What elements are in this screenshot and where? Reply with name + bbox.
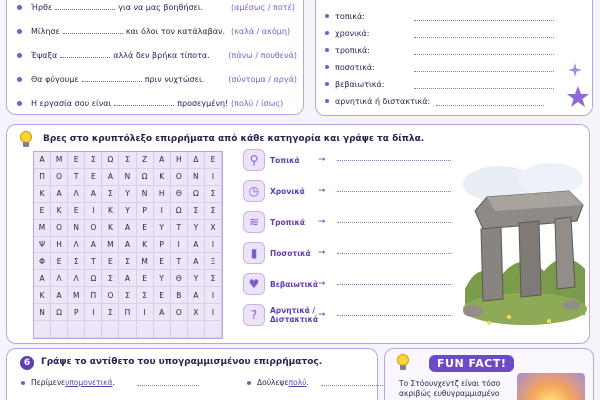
answer-line[interactable] [414, 20, 554, 21]
clock-icon: ◷ [243, 180, 265, 202]
category-label: χρονικά: [335, 28, 370, 38]
grid-cell[interactable]: Ε [154, 253, 171, 270]
grid-cell[interactable]: Ω [51, 304, 68, 321]
grid-cell[interactable]: Ν [119, 169, 136, 186]
grid-cell[interactable]: Π [85, 287, 102, 304]
grid-cell[interactable]: Υ [188, 270, 205, 287]
answer-blank[interactable] [114, 99, 174, 106]
grid-cell[interactable]: Η [171, 152, 188, 169]
grid-cell[interactable]: Ρ [137, 203, 154, 220]
grid-cell[interactable]: Ε [154, 287, 171, 304]
grid-cell[interactable]: Χ [188, 304, 205, 321]
grid-cell[interactable]: Ι [154, 203, 171, 220]
bullet [17, 77, 22, 82]
grid-cell[interactable]: Σ [137, 287, 154, 304]
grid-cell[interactable]: Ε [137, 220, 154, 237]
category-row [325, 26, 369, 40]
fill-in-row [17, 47, 297, 63]
grid-cell[interactable]: Σ [119, 152, 136, 169]
bullet [17, 5, 22, 10]
grid-cell[interactable]: Υ [119, 203, 136, 220]
grid-cell[interactable]: Ψ [34, 237, 51, 254]
grid-cell[interactable]: Σ [102, 186, 119, 203]
fill-in-row [17, 0, 297, 15]
grid-cell[interactable]: Σ [119, 253, 136, 270]
grid-cell[interactable]: Ν [188, 169, 205, 186]
grid-cell[interactable]: Τ [85, 253, 102, 270]
word-category-row [243, 240, 451, 266]
grid-cell[interactable] [119, 321, 136, 338]
grid-cell[interactable]: Σ [205, 186, 222, 203]
grid-cell[interactable]: Α [188, 287, 205, 304]
fill-in-sentence: Ήρθε για να μας βοηθήσει. [31, 2, 204, 12]
grid-cell[interactable]: Ζ [137, 152, 154, 169]
answer-blank[interactable] [82, 75, 142, 82]
word-category-row [243, 178, 451, 204]
arrow-right-icon: ➞ [318, 217, 326, 227]
word-category-label: Τοπικά [270, 155, 300, 165]
arrow-right-icon: ➞ [318, 155, 326, 165]
grid-cell[interactable]: Τ [68, 169, 85, 186]
grid-cell[interactable] [68, 321, 85, 338]
grid-cell[interactable]: Θ [171, 270, 188, 287]
category-label: τοπικά: [335, 11, 365, 21]
answer-line[interactable] [337, 315, 451, 316]
grid-cell[interactable]: Σ [85, 152, 102, 169]
grid-cell[interactable]: Ε [102, 253, 119, 270]
fill-in-options: (καλά / ακόμη) [231, 26, 291, 36]
bullet [325, 65, 329, 69]
question-icon: ? [243, 304, 265, 326]
grid-cell[interactable]: Ν [68, 220, 85, 237]
word-search-instruction: Βρες στο κρυπτόλεξο επιρρήματα από κάθε κατηγορία και γράψε τα δίπλα. [43, 134, 425, 144]
grid-cell[interactable]: Φ [34, 253, 51, 270]
answer-blank[interactable] [55, 3, 115, 10]
grid-cell[interactable]: Κ [137, 237, 154, 254]
grid-cell[interactable]: Ι [205, 237, 222, 254]
grid-cell[interactable]: Α [154, 304, 171, 321]
category-row [325, 9, 365, 23]
answer-line[interactable] [337, 253, 451, 254]
grid-cell[interactable]: Ε [51, 253, 68, 270]
grid-cell[interactable] [85, 321, 102, 338]
grid-cell[interactable]: Ν [34, 304, 51, 321]
grid-cell[interactable]: Λ [68, 270, 85, 287]
word-search-header [17, 129, 424, 149]
answer-line[interactable] [337, 191, 451, 192]
answer-line[interactable] [414, 71, 554, 72]
grid-cell[interactable]: Α [188, 253, 205, 270]
word-category-label: Βεβαιωτικά [270, 279, 319, 289]
grid-cell[interactable]: Α [34, 152, 51, 169]
grid-cell[interactable]: Κ [102, 203, 119, 220]
fill-in-options: (αμέσως / ποτέ) [231, 2, 296, 12]
grid-cell[interactable]: Σ [68, 253, 85, 270]
grid-cell[interactable]: Π [34, 169, 51, 186]
grid-cell[interactable]: Δ [188, 152, 205, 169]
fill-in-row [17, 95, 297, 111]
grid-cell[interactable]: Σ [205, 203, 222, 220]
grid-cell[interactable]: Τ [171, 220, 188, 237]
grid-cell[interactable] [34, 321, 51, 338]
answer-line[interactable] [337, 284, 451, 285]
word-category-label: Χρονικά [270, 186, 305, 196]
grid-cell[interactable]: Α [188, 237, 205, 254]
grid-cell[interactable]: Σ [119, 287, 136, 304]
word-category-label: Αρνητικά / Διστακτικά [270, 306, 319, 324]
fun-fact-panel [384, 348, 594, 400]
bullet [325, 14, 329, 18]
grid-cell[interactable]: Ο [51, 169, 68, 186]
answer-line[interactable] [414, 37, 554, 38]
grid-cell[interactable]: Κ [34, 186, 51, 203]
fun-fact-text: Το Στόουνχεντζ είναι τόσο ακριβώς ευθυγραμμισμένο [399, 379, 501, 398]
grid-cell[interactable]: Ε [137, 270, 154, 287]
grid-cell[interactable] [205, 321, 222, 338]
word-category-row [243, 209, 451, 235]
antonyms-exercise-panel [6, 348, 378, 400]
grid-cell[interactable]: Ν [137, 186, 154, 203]
grid-cell[interactable]: Ι [85, 203, 102, 220]
grid-cell[interactable]: Μ [34, 220, 51, 237]
fill-in-sentence: Θα φύγουμε πριν νυχτώσει. [31, 74, 205, 84]
grid-cell[interactable]: Ι [205, 304, 222, 321]
star-icon [566, 85, 590, 109]
arrow-right-icon: ➞ [318, 279, 326, 289]
grid-cell[interactable]: Σ [188, 203, 205, 220]
dolmen-illustration [459, 139, 589, 339]
grid-cell[interactable]: Ι [205, 287, 222, 304]
word-category-row [243, 271, 451, 297]
category-row [325, 60, 375, 74]
grid-cell[interactable]: Υ [188, 220, 205, 237]
grid-cell[interactable]: Α [85, 237, 102, 254]
grid-cell[interactable]: Α [51, 186, 68, 203]
grid-cell[interactable]: Ι [137, 304, 154, 321]
grid-cell[interactable]: Η [51, 237, 68, 254]
grid-cell[interactable]: Ρ [68, 304, 85, 321]
answer-line[interactable] [436, 105, 544, 106]
fill-in-row [17, 71, 297, 87]
category-label: βεβαιωτικά: [335, 79, 385, 89]
grid-cell[interactable] [171, 321, 188, 338]
grid-cell[interactable]: Ο [171, 304, 188, 321]
fun-fact-badge: FUN FACT! [429, 355, 514, 372]
grid-cell[interactable] [51, 321, 68, 338]
grid-cell[interactable]: Ο [171, 169, 188, 186]
grid-cell[interactable]: Α [85, 186, 102, 203]
grid-cell[interactable]: Ι [85, 304, 102, 321]
fill-in-row [17, 23, 297, 39]
word-category-label: Ποσοτικά [270, 248, 311, 258]
grid-cell[interactable]: Ε [85, 169, 102, 186]
grid-cell[interactable]: Υ [119, 186, 136, 203]
grid-cell[interactable]: Β [171, 287, 188, 304]
answer-line[interactable] [414, 88, 554, 89]
bullet [325, 48, 329, 52]
answer-blank[interactable] [137, 380, 199, 386]
bullet [17, 29, 22, 34]
fill-in-exercise-panel [6, 0, 304, 115]
grid-cell[interactable]: Ω [85, 270, 102, 287]
grid-cell[interactable]: Η [154, 186, 171, 203]
grid-cell[interactable]: Τ [171, 253, 188, 270]
category-row [325, 77, 384, 91]
grid-cell[interactable]: Κ [154, 169, 171, 186]
grid-cell[interactable]: Α [102, 169, 119, 186]
word-category-row [243, 302, 451, 328]
answer-line[interactable] [337, 222, 451, 223]
lightbulb-icon [394, 352, 412, 372]
exercise-number-badge: 6 [20, 356, 34, 370]
category-list-panel [315, 0, 593, 116]
arrow-right-icon: ➞ [318, 310, 326, 320]
grid-cell[interactable]: Ε [205, 152, 222, 169]
location-pin-icon: ⚲ [243, 149, 265, 171]
arrow-right-icon: ➞ [318, 186, 326, 196]
grid-cell[interactable] [188, 321, 205, 338]
grid-cell[interactable] [137, 321, 154, 338]
grid-cell[interactable]: Α [119, 220, 136, 237]
answer-line[interactable] [414, 54, 554, 55]
grid-cell[interactable]: Κ [34, 287, 51, 304]
grid-cell[interactable]: Σ [102, 304, 119, 321]
bullet [17, 101, 22, 106]
grid-cell[interactable]: Ο [51, 220, 68, 237]
category-row [325, 43, 370, 57]
grid-cell[interactable]: Α [119, 237, 136, 254]
grid-cell[interactable]: Α [34, 270, 51, 287]
grid-cell[interactable]: Ο [102, 287, 119, 304]
category-label: ποσοτικά: [335, 62, 375, 72]
heart-icon: ♥ [243, 273, 265, 295]
answer-line[interactable] [337, 160, 451, 161]
bullet [325, 99, 329, 103]
grid-cell[interactable]: Π [119, 304, 136, 321]
antonym-item: Δούλεψε πολύ . [247, 378, 383, 387]
word-search-panel [6, 124, 590, 344]
grid-cell[interactable]: Ω [102, 152, 119, 169]
bullet [17, 53, 22, 58]
grid-cell[interactable] [154, 321, 171, 338]
fill-in-options: (πάνω / πουθενά) [228, 50, 297, 60]
grid-cell[interactable]: Υ [154, 270, 171, 287]
fill-in-sentence: Η εργασία σου είναι προσεγμένη! [31, 98, 229, 108]
fill-in-sentence: Μίλησε και όλοι τον κατάλαβαν. [31, 26, 226, 36]
grid-cell[interactable]: Λ [68, 186, 85, 203]
antonyms-title: Γράψε το αντίθετο του υπογραμμισμένου επιρρήματος. [41, 357, 323, 367]
category-row [325, 94, 430, 108]
grid-cell[interactable]: Λ [51, 270, 68, 287]
fill-in-options: (σύντομα / αργά) [228, 74, 297, 84]
category-label: αρνητικά ή διστακτικά: [335, 96, 431, 106]
fill-in-sentence: Έψαξα αλλά δεν βρήκα τίποτα. [31, 50, 210, 60]
word-search-grid[interactable] [33, 151, 223, 339]
grid-cell[interactable]: Α [51, 287, 68, 304]
grid-cell[interactable]: Σ [205, 270, 222, 287]
grid-cell[interactable]: Ε [34, 203, 51, 220]
grid-cell[interactable]: Χ [205, 220, 222, 237]
grid-cell[interactable]: Ω [188, 186, 205, 203]
lightbulb-icon [17, 129, 35, 149]
wind-icon: ≋ [243, 211, 265, 233]
answer-blank[interactable] [321, 380, 383, 386]
grid-cell[interactable]: Σ [102, 270, 119, 287]
grid-cell[interactable]: Υ [154, 220, 171, 237]
grid-cell[interactable]: Ω [137, 169, 154, 186]
grid-cell[interactable]: Ι [171, 237, 188, 254]
grid-cell[interactable]: Μ [51, 152, 68, 169]
grid-cell[interactable]: Μ [102, 237, 119, 254]
grid-cell[interactable]: Μ [68, 287, 85, 304]
grid-cell[interactable]: Ω [171, 203, 188, 220]
grid-cell[interactable]: Α [154, 152, 171, 169]
grid-cell[interactable]: Μ [137, 253, 154, 270]
bullet [325, 82, 329, 86]
category-label: τροπικά: [335, 45, 370, 55]
word-category-label: Τροπικά [270, 217, 305, 227]
bullet [325, 31, 329, 35]
grid-cell[interactable]: Κ [102, 220, 119, 237]
answer-blank[interactable] [60, 51, 110, 58]
grid-cell[interactable]: Λ [68, 237, 85, 254]
grid-cell[interactable]: Ι [205, 169, 222, 186]
word-category-row [243, 147, 451, 173]
fill-in-options: (πολύ / ίσως) [231, 98, 284, 108]
sunrise-illustration [517, 373, 585, 400]
grid-cell[interactable]: Ο [85, 220, 102, 237]
grid-cell[interactable]: Ρ [154, 237, 171, 254]
sparkle-icon [568, 63, 582, 77]
grid-cell[interactable] [102, 321, 119, 338]
antonym-item: Περίμενε υπομονετικά . [21, 378, 199, 387]
arrow-right-icon: ➞ [318, 248, 326, 258]
grid-cell[interactable]: Θ [171, 186, 188, 203]
grid-cell[interactable]: Κ [51, 203, 68, 220]
answer-blank[interactable] [63, 27, 123, 34]
grid-cell[interactable]: Ξ [205, 253, 222, 270]
bar-chart-icon: ▮ [243, 242, 265, 264]
grid-cell[interactable]: Α [119, 270, 136, 287]
grid-cell[interactable]: Ε [68, 152, 85, 169]
grid-cell[interactable]: Ε [68, 203, 85, 220]
